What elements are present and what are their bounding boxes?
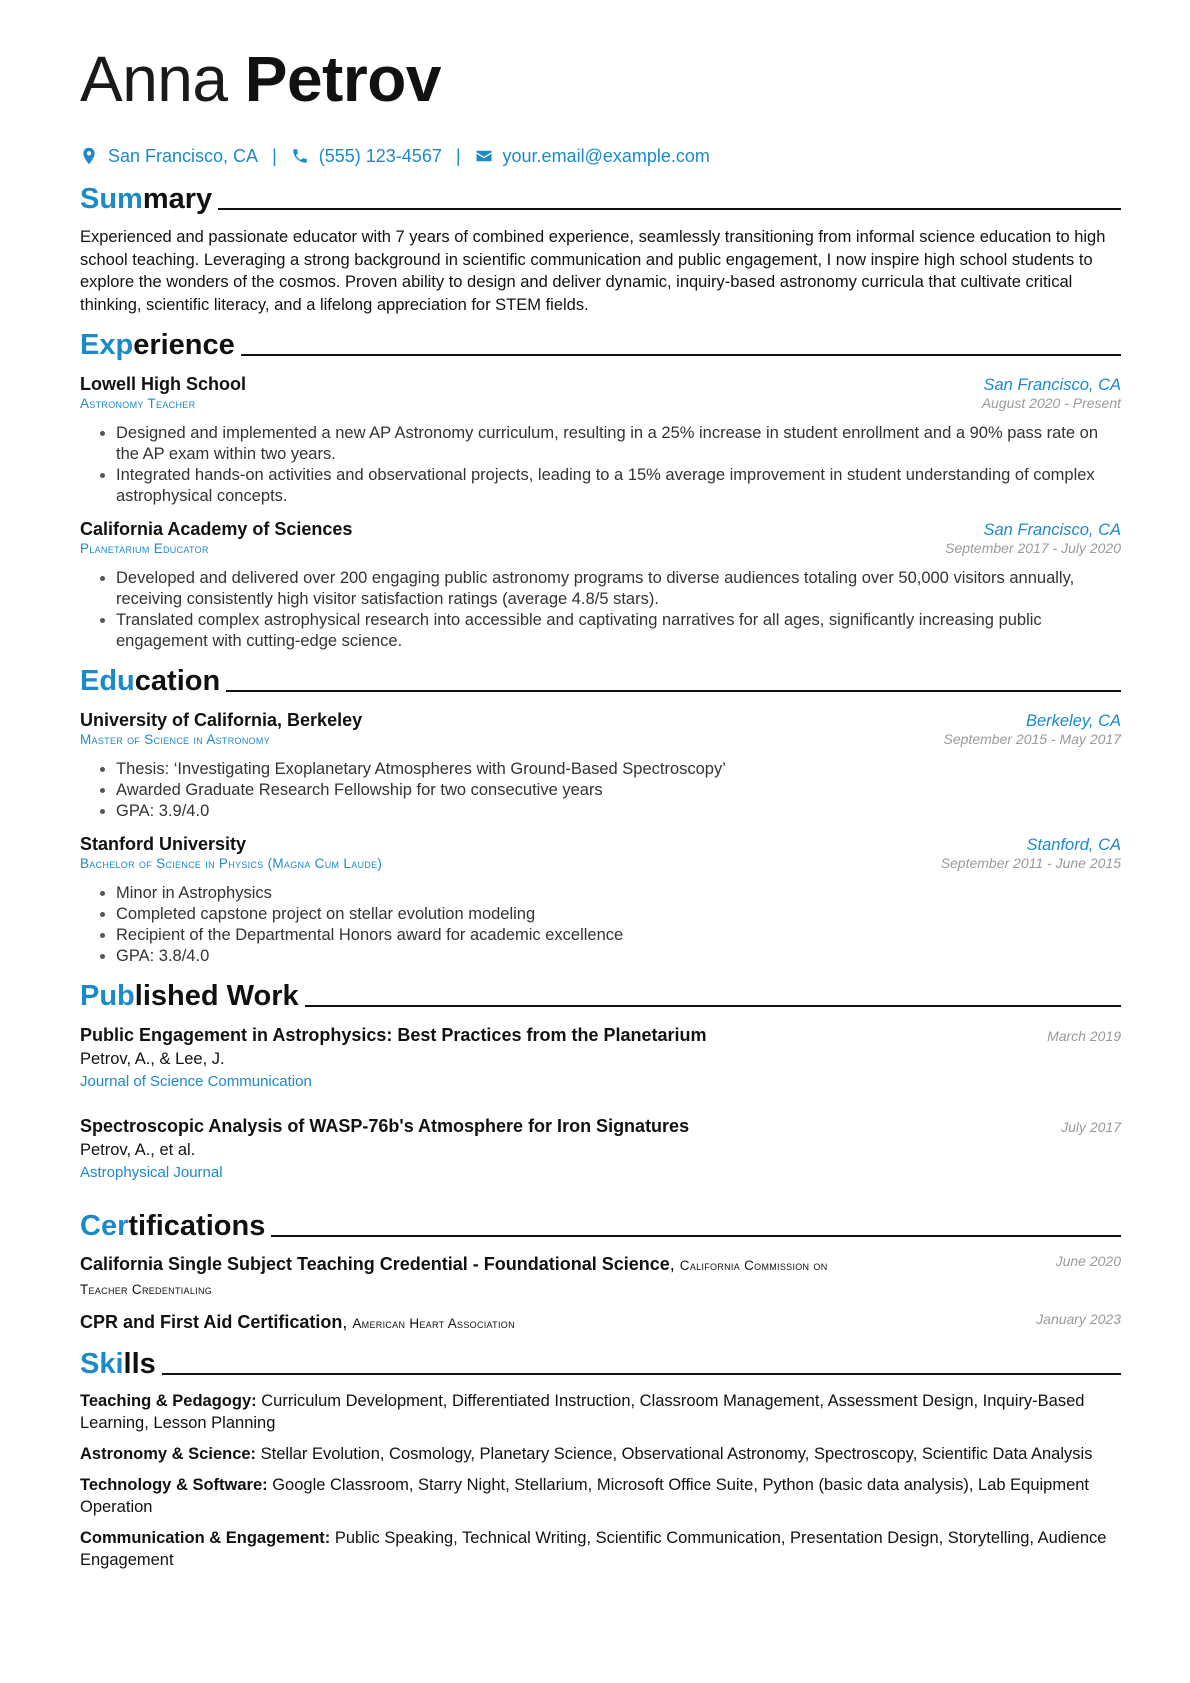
entry-location: San Francisco, CA — [983, 376, 1121, 394]
bullet-item: • Developed and delivered over 200 engaging public astronomy programs to diverse audiences totaling over 50,000 visitors annually, receiving consistently high visitor satisfaction ratings (average 4.8/5 stars). — [116, 568, 1121, 610]
section-title: Skills — [80, 1348, 156, 1380]
entry-date: August 2020 - Present — [981, 395, 1121, 411]
skill-line — [80, 1390, 1121, 1434]
experience-section-heading — [80, 322, 1121, 362]
entry-location: Berkeley, CA — [1025, 712, 1121, 730]
bullet-item: • Completed capstone project on stellar evolution modeling — [116, 904, 1121, 925]
certification-issuer: California Commission on Teacher Credentialing — [80, 1258, 828, 1297]
education-entry — [80, 834, 1121, 967]
publication-title: Public Engagement in Astrophysics: Best Practices from the Planetarium — [80, 1025, 707, 1045]
section-title: Certifications — [80, 1210, 266, 1242]
candidate-name — [80, 40, 1121, 124]
section-rule — [218, 208, 1121, 210]
publication-journal: Journal of Science Communication — [80, 1073, 312, 1090]
certifications-section-heading — [80, 1203, 1121, 1243]
entry-degree: Master of Science in Astronomy — [80, 732, 271, 747]
skill-category: Teaching & Pedagogy: — [80, 1392, 257, 1410]
certification-entry: CPR and First Aid Certification, American Heart Association January 2023 — [80, 1311, 1121, 1332]
bullet-item: • GPA: 3.8/4.0 — [116, 946, 1121, 967]
entry-bullets — [80, 568, 1121, 652]
publication-date: July 2017 — [1061, 1119, 1121, 1135]
skill-list: Stellar Evolution, Cosmology, Planetary Science, Observational Astronomy, Spectroscopy, Scientific Data Analysis — [260, 1445, 1093, 1463]
entry-organization: California Academy of Sciences — [80, 519, 353, 539]
bullet-item: • Thesis: ‘Investigating Exoplanetary Atmospheres with Ground-Based Spectroscopy’ — [116, 759, 1121, 780]
first-name: Anna — [80, 43, 228, 115]
entry-location: San Francisco, CA — [983, 521, 1121, 539]
skill-list: Public Speaking, Technical Writing, Scientific Communication, Presentation Design, Storytelling, Audience Engagement — [80, 1529, 1107, 1569]
certification-date: January 2023 — [1036, 1311, 1121, 1327]
skill-list: Google Classroom, Starry Night, Stellarium, Microsoft Office Suite, Python (basic data analysis), Lab Equipment Operation — [80, 1476, 1090, 1516]
section-title: Published Work — [80, 980, 299, 1012]
envelope-icon — [475, 147, 493, 165]
contact-separator: | — [455, 145, 461, 166]
map-pin-icon — [80, 147, 98, 165]
entry-bullets — [80, 423, 1121, 507]
experience-entry — [80, 519, 1121, 652]
section-rule — [241, 354, 1121, 356]
skill-line — [80, 1474, 1121, 1518]
section-rule — [226, 690, 1121, 692]
bullet-item: • Translated complex astrophysical research into accessible and captivating narratives for all ages, significantly increasing public engagement with cutting-edge science. — [116, 610, 1121, 652]
skill-category: Astronomy & Science: — [80, 1445, 257, 1463]
section-rule — [305, 1005, 1121, 1007]
skill-list: Curriculum Development, Differentiated Instruction, Classroom Management, Assessment Design, Inquiry-Based Learning, Lesson Planning — [80, 1392, 1085, 1432]
certification-date: June 2020 — [1055, 1253, 1121, 1269]
publication-entry — [80, 1025, 1121, 1090]
last-name: Petrov — [244, 43, 441, 115]
email-link[interactable]: your.email@example.com — [502, 145, 710, 166]
section-rule — [162, 1373, 1121, 1375]
bullet-item: • Awarded Graduate Research Fellowship for two consecutive years — [116, 780, 1121, 801]
published-section-heading — [80, 973, 1121, 1013]
skill-category: Technology & Software: — [80, 1476, 268, 1494]
bullet-item: • Designed and implemented a new AP Astronomy curriculum, resulting in a 25% increase in student enrollment and a 90% pass rate on the AP exam within two years. — [116, 423, 1121, 465]
entry-date: September 2011 - June 2015 — [940, 855, 1121, 871]
summary-section-heading — [80, 176, 1121, 216]
phone-icon — [291, 147, 309, 165]
contact-location — [80, 146, 258, 167]
publication-journal: Astrophysical Journal — [80, 1164, 223, 1181]
certification-entry: California Single Subject Teaching Credential - Foundational Science, California Commission on Teacher Credentialing June 2020 — [80, 1253, 1121, 1297]
contact-separator: | — [272, 145, 277, 166]
publication-entry — [80, 1116, 1121, 1181]
publication-date: March 2019 — [1047, 1028, 1121, 1044]
entry-bullets — [80, 883, 1121, 967]
contact-email — [475, 146, 710, 167]
location-text: San Francisco, CA — [108, 145, 259, 166]
section-title: Education — [80, 665, 221, 697]
skill-line — [80, 1443, 1121, 1465]
entry-degree: Bachelor of Science in Physics (Magna Cum Laude) — [80, 856, 383, 871]
publication-authors: Petrov, A., & Lee, J. — [80, 1050, 225, 1068]
section-title: Summary — [80, 183, 213, 215]
entry-organization: Lowell High School — [80, 374, 246, 394]
certification-name: California Single Subject Teaching Credential - Foundational Science — [80, 1254, 670, 1274]
bullet-item: • Integrated hands-on activities and observational projects, leading to a 15% average improvement in student understanding of complex astrophysical concepts. — [116, 465, 1121, 507]
entry-date: September 2017 - July 2020 — [945, 540, 1121, 556]
entry-location: Stanford, CA — [1026, 836, 1121, 854]
section-title: Experience — [80, 329, 235, 361]
experience-entry — [80, 374, 1121, 507]
section-rule — [271, 1235, 1121, 1237]
bullet-item: • Minor in Astrophysics — [116, 883, 1121, 904]
entry-role: Astronomy Teacher — [80, 396, 196, 411]
entry-organization: Stanford University — [80, 834, 247, 854]
education-entry — [80, 710, 1121, 822]
education-section-heading — [80, 658, 1121, 698]
skill-line — [80, 1527, 1121, 1571]
certification-issuer: American Heart Association — [352, 1316, 515, 1331]
entry-role: Planetarium Educator — [80, 541, 209, 556]
publication-title: Spectroscopic Analysis of WASP-76b's Atmosphere for Iron Signatures — [80, 1116, 690, 1136]
entry-organization: University of California, Berkeley — [80, 710, 363, 730]
skill-category: Communication & Engagement: — [80, 1529, 331, 1547]
phone-text[interactable]: (555) 123-4567 — [318, 145, 442, 166]
bullet-item: • Recipient of the Departmental Honors award for academic excellence — [116, 925, 1121, 946]
publication-authors: Petrov, A., et al. — [80, 1141, 196, 1159]
entry-date: September 2015 - May 2017 — [943, 731, 1121, 747]
contact-phone — [291, 146, 442, 167]
contact-bar — [80, 142, 1121, 170]
bullet-item: • GPA: 3.9/4.0 — [116, 801, 1121, 822]
summary-text: Experienced and passionate educator with 7 years of combined experience, seamlessly transitioning from informal science education to high school teaching. Leveraging a strong background in scientific communication and public engagement, I now inspire high school students to explore the wonders of the cosmos. Proven ability to design and deliver dynamic, inquiry-based astronomy curricula that cultivate critical thinking, scientific literacy, and a lifelong appreciation for STEM fields. — [80, 228, 1106, 314]
certification-name: CPR and First Aid Certification — [80, 1312, 343, 1332]
skills-section-heading — [80, 1341, 1121, 1381]
entry-bullets — [80, 759, 1121, 822]
